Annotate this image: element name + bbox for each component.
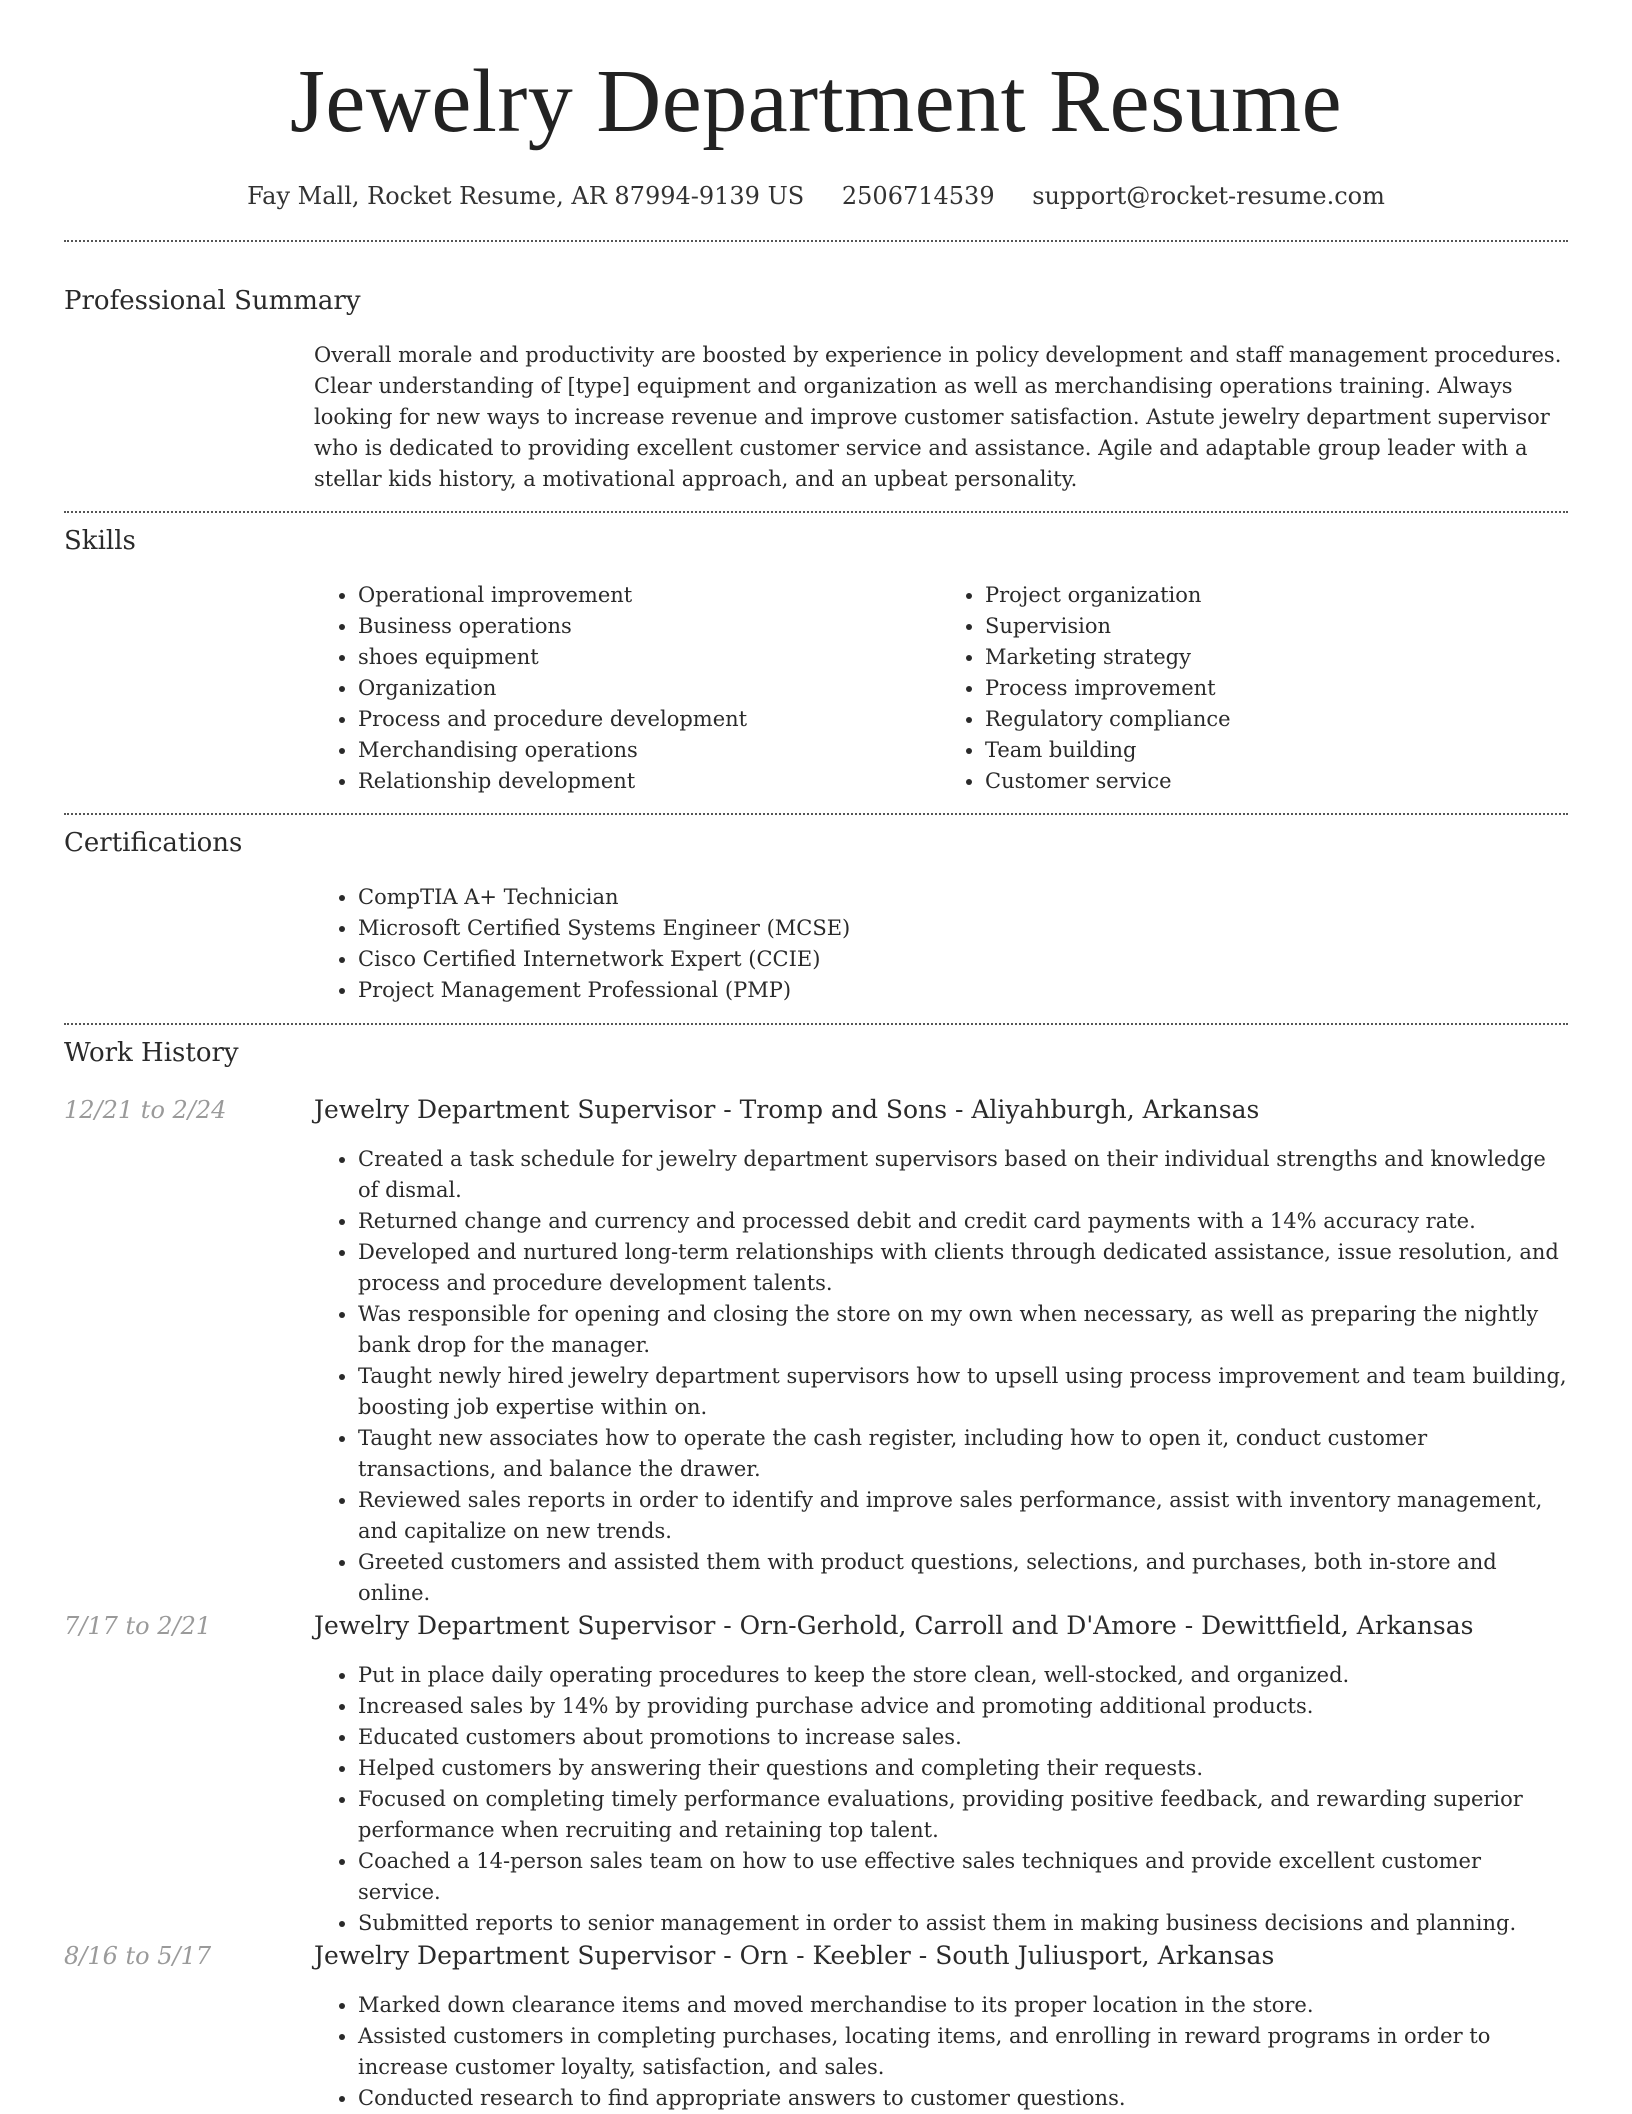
list-item: • Relationship development <box>358 766 941 797</box>
list-item: • Cisco Certified Internetwork Expert (CCIE) <box>358 944 1568 975</box>
list-item: • Microsoft Certified Systems Engineer (MCSE) <box>358 913 1568 944</box>
skills-column-right <box>941 580 1568 797</box>
job-bullet-list <box>314 1990 1568 2114</box>
list-item: • Organization <box>358 673 941 704</box>
list-item: • Assisted customers in completing purchases, locating items, and enrolling in reward programs in order to increase customer loyalty, satisfaction, and sales. <box>358 2021 1568 2083</box>
skills-column-left <box>314 580 941 797</box>
section-divider <box>64 240 1568 242</box>
list-item: • Regulatory compliance <box>985 704 1568 735</box>
list-item: • Returned change and currency and processed debit and credit card payments with a 14% accuracy rate. <box>358 1206 1568 1237</box>
skills-list <box>314 580 1568 797</box>
list-item: • Supervision <box>985 611 1568 642</box>
list-item: • shoes equipment <box>358 642 941 673</box>
job-bullets <box>314 1660 1568 1939</box>
certifications-list <box>314 882 1568 1006</box>
job-title: Jewelry Department Supervisor - Orn-Gerhold, Carroll and D'Amore - Dewittfield, Arkansas <box>314 1611 1474 1640</box>
job-bullets <box>314 1144 1568 1609</box>
list-item: • Increased sales by 14% by providing purchase advice and promoting additional products. <box>358 1691 1568 1722</box>
summary-body <box>314 340 1568 495</box>
list-item: • CompTIA A+ Technician <box>358 882 1568 913</box>
job-title: Jewelry Department Supervisor - Tromp and Sons - Aliyahburgh, Arkansas <box>314 1095 1260 1124</box>
section-divider <box>64 1023 1568 1025</box>
certifications-heading: Certifications <box>64 828 243 858</box>
list-item: • Team building <box>985 735 1568 766</box>
contact-phone: 2506714539 <box>841 182 995 210</box>
job-title: Jewelry Department Supervisor - Orn - Keebler - South Juliusport, Arkansas <box>314 1941 1275 1970</box>
certifications-items <box>314 882 1568 1006</box>
job-dates: 7/17 to 2/21 <box>64 1612 212 1640</box>
list-item: • Created a task schedule for jewelry department supervisors based on their individual strengths and knowledge of dismal. <box>358 1144 1568 1206</box>
list-item: • Taught newly hired jewelry department supervisors how to upsell using process improvement and team building, boosting job expertise within on. <box>358 1361 1568 1423</box>
job-dates: 8/16 to 5/17 <box>64 1942 212 1970</box>
list-item: • Marketing strategy <box>985 642 1568 673</box>
work-history-heading: Work History <box>64 1038 239 1068</box>
section-divider <box>64 813 1568 815</box>
resume-title: Jewelry Department Resume <box>289 52 1343 151</box>
list-item: • Helped customers by answering their questions and completing their requests. <box>358 1753 1568 1784</box>
list-item: • Conducted research to find appropriate answers to customer questions. <box>358 2083 1568 2114</box>
list-item: • Focused on completing timely performance evaluations, providing positive feedback, and rewarding superior performance when recruiting and retaining top talent. <box>358 1784 1568 1846</box>
list-item: • Operational improvement <box>358 580 941 611</box>
list-item: • Taught new associates how to operate the cash register, including how to open it, conduct customer transactions, and balance the drawer. <box>358 1423 1568 1485</box>
list-item: • Greeted customers and assisted them with product questions, selections, and purchases, both in-store and online. <box>358 1547 1568 1609</box>
contact-email: support@rocket-resume.com <box>1032 182 1385 210</box>
job-dates: 12/21 to 2/24 <box>64 1096 227 1124</box>
job-bullet-list <box>314 1144 1568 1609</box>
list-item: • Put in place daily operating procedures to keep the store clean, well-stocked, and organized. <box>358 1660 1568 1691</box>
contact-address: Fay Mall, Rocket Resume, AR 87994-9139 US <box>247 182 805 210</box>
summary-text: Overall morale and productivity are boosted by experience in policy development and staff management procedures. Clear understanding of [type] equipment and organization as well as merchandising operations training. Always looking for new ways to increase revenue and improve customer satisfaction. Astute jewelry department supervisor who is dedicated to providing excellent customer service and assistance. Agile and adaptable group leader with a stellar kids history, a motivational approach, and an upbeat personality. <box>314 343 1562 491</box>
list-item: • Submitted reports to senior management in order to assist them in making business decisions and planning. <box>358 1908 1568 1939</box>
list-item: • Marked down clearance items and moved merchandise to its proper location in the store. <box>358 1990 1568 2021</box>
list-item: • Process and procedure development <box>358 704 941 735</box>
list-item: • Project Management Professional (PMP) <box>358 975 1568 1006</box>
list-item: • Developed and nurtured long-term relationships with clients through dedicated assistance, issue resolution, and process and procedure development talents. <box>358 1237 1568 1299</box>
list-item: • Coached a 14-person sales team on how to use effective sales techniques and provide excellent customer service. <box>358 1846 1568 1908</box>
list-item: • Project organization <box>985 580 1568 611</box>
skills-heading: Skills <box>64 526 136 556</box>
summary-heading: Professional Summary <box>64 286 361 316</box>
job-bullet-list <box>314 1660 1568 1939</box>
list-item: • Educated customers about promotions to increase sales. <box>358 1722 1568 1753</box>
list-item: • Customer service <box>985 766 1568 797</box>
list-item: • Reviewed sales reports in order to identify and improve sales performance, assist with inventory management, and capitalize on new trends. <box>358 1485 1568 1547</box>
list-item: • Process improvement <box>985 673 1568 704</box>
section-divider <box>64 511 1568 513</box>
list-item: • Business operations <box>358 611 941 642</box>
job-bullets <box>314 1990 1568 2114</box>
contact-line <box>0 180 1632 212</box>
list-item: • Merchandising operations <box>358 735 941 766</box>
list-item: • Was responsible for opening and closing the store on my own when necessary, as well as preparing the nightly bank drop for the manager. <box>358 1299 1568 1361</box>
